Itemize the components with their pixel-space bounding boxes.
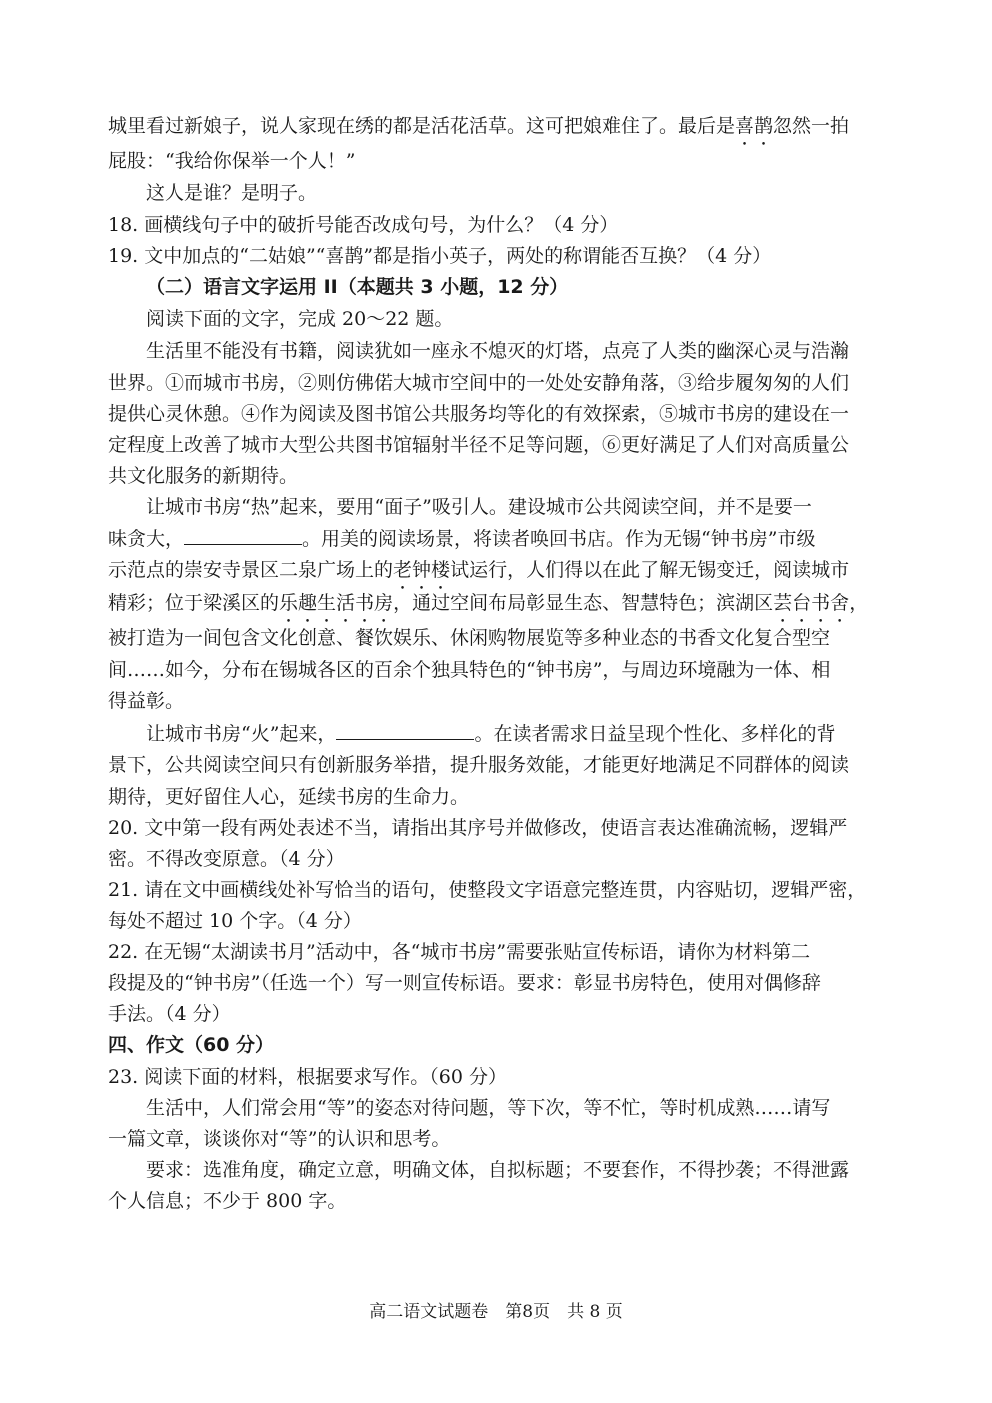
dotted-text — [393, 559, 450, 581]
text-segment: 味贪大， — [108, 528, 185, 550]
text-segment: 忽然一拍 — [773, 115, 850, 137]
blank-line-2[interactable] — [336, 721, 474, 740]
dotted-char: 活 — [336, 592, 356, 614]
text-segment: 。在读者需求日益呈现个性化、多样化的背 — [474, 723, 836, 745]
p3-line: 期待，更好留住人心，延续书房的生命力。 — [108, 786, 470, 808]
p2-line: 间……如今，分布在锡城各区的百余个独具特色的“钟书房”，与周边环境融为一体、相 — [108, 659, 831, 681]
p2-line — [108, 590, 888, 616]
dotted-char: 喜 — [735, 115, 755, 137]
p2-line: 被打造为一间包含文化创意、餐饮娱乐、休闲购物展览等多种业态的书香文化复合型空 — [108, 627, 831, 649]
material-line: 生活中，人们常会用“等”的姿态对待问题，等下次，等不忙，等时机成熟……请写 — [146, 1097, 831, 1119]
text-segment: 城里看过新娘子，说人家现在绣的都是活花活草。这可把娘难住了。最后是 — [108, 115, 736, 137]
dotted-char: 芸 — [773, 592, 793, 614]
text-segment: 精彩；位于梁溪区的 — [108, 592, 280, 614]
p2-line: 让城市书房“热”起来，要用“面子”吸引人。建设城市公共阅读空间，并不是要一 — [146, 496, 812, 518]
p2-line: 得益彰。 — [108, 690, 185, 712]
question-22: 22. 在无锡“太湖读书月”活动中，各“城市书房”需要张贴宣传标语，请你为材料第二 — [108, 941, 811, 963]
dotted-char: 舍 — [830, 592, 850, 614]
dotted-text — [279, 592, 393, 614]
dotted-text — [773, 592, 849, 614]
text-segment: 示范点的崇安寺景区二泉广场上的 — [108, 559, 394, 581]
question-22: 段提及的“钟书房”（任选一个）写一则宣传标语。要求：彰显书房特色，使用对偶修辞 — [108, 972, 821, 994]
passage-line: 这人是谁？是明子。 — [146, 182, 318, 204]
requirements-line: 个人信息；不少于 800 字。 — [108, 1190, 347, 1212]
instruction: 阅读下面的文字，完成 20～22 题。 — [146, 308, 454, 330]
question-20: 20. 文中第一段有两处表述不当，请指出其序号并做修改，使语言表达准确流畅，逻辑严 — [108, 817, 848, 839]
p3-line — [146, 721, 888, 747]
p1-line: 提供心灵休憩。④作为阅读及图书馆公共服务均等化的有效探索，⑤城市书房的建设在一 — [108, 403, 850, 425]
section-heading-4: 四、作文（60 分） — [108, 1034, 275, 1056]
p1-line: 世界。①而城市书房，②则仿佛偌大城市空间中的一处处安静角落，③给步履匆匆的人们 — [108, 372, 850, 394]
passage-line: 屁股：“我给你保举一个人！” — [108, 150, 356, 172]
requirements-line: 要求：选准角度，确定立意，明确文体，自拟标题；不要套作，不得抄袭；不得泄露 — [146, 1159, 850, 1181]
blank-line-1[interactable] — [184, 526, 302, 545]
dotted-char: 楼 — [431, 559, 451, 581]
dotted-char: 书 — [355, 592, 375, 614]
dotted-char: 钟 — [412, 559, 432, 581]
dotted-char: 书 — [811, 592, 831, 614]
material-line: 一篇文章，谈谈你对“等”的认识和思考。 — [108, 1128, 451, 1150]
dotted-char: 乐 — [279, 592, 299, 614]
dotted-char: 趣 — [298, 592, 318, 614]
question-19: 19. 文中加点的“二姑娘”“喜鹊”都是指小英子，两处的称谓能否互换？（4 分） — [108, 245, 772, 267]
text-segment: 让城市书房“火”起来， — [146, 723, 337, 745]
page-footer: 高二语文试题卷 第8页 共 8 页 — [369, 1302, 623, 1322]
p1-line: 定程度上改善了城市大型公共图书馆辐射半径不足等问题，⑥更好满足了人们对高质量公 — [108, 434, 850, 456]
text-segment: 。用美的阅读场景，将读者唤回书店。作为无锡“钟书房”市级 — [302, 528, 816, 550]
text-segment: ，通过空间布局彰显生态、智慧特色；滨湖区 — [393, 592, 774, 614]
question-21: 21. 请在文中画横线处补写恰当的语句，使整段文字语意完整连贯，内容贴切，逻辑严密， — [108, 879, 867, 901]
section-heading-2: （二）语言文字运用 II（本题共 3 小题，12 分） — [146, 276, 569, 298]
dotted-char: 房 — [374, 592, 394, 614]
question-21: 每处不超过 10 个字。（4 分） — [108, 910, 362, 932]
dotted-char: 生 — [317, 592, 337, 614]
question-23: 23. 阅读下面的材料，根据要求写作。（60 分） — [108, 1066, 507, 1088]
question-22: 手法。（4 分） — [108, 1003, 231, 1025]
p2-line — [108, 526, 888, 552]
p3-line: 景下，公共阅读空间只有创新服务举措，提升服务效能，才能更好地满足不同群体的阅读 — [108, 754, 850, 776]
p1-line: 共文化服务的新期待。 — [108, 465, 299, 487]
question-18: 18. 画横线句子中的破折号能否改成句号，为什么？（4 分） — [108, 214, 619, 236]
p1-line: 生活里不能没有书籍，阅读犹如一座永不熄灭的灯塔，点亮了人类的幽深心灵与浩瀚 — [146, 340, 850, 362]
dotted-char: 老 — [393, 559, 413, 581]
dotted-char: 鹊 — [754, 115, 774, 137]
dotted-char: 台 — [792, 592, 812, 614]
text-segment: 试运行，人们得以在此了解无锡变迁，阅读城市 — [450, 559, 850, 581]
passage-line — [108, 113, 888, 139]
text-segment: ， — [849, 592, 869, 614]
p2-line — [108, 557, 888, 583]
question-20: 密。不得改变原意。（4 分） — [108, 848, 345, 870]
